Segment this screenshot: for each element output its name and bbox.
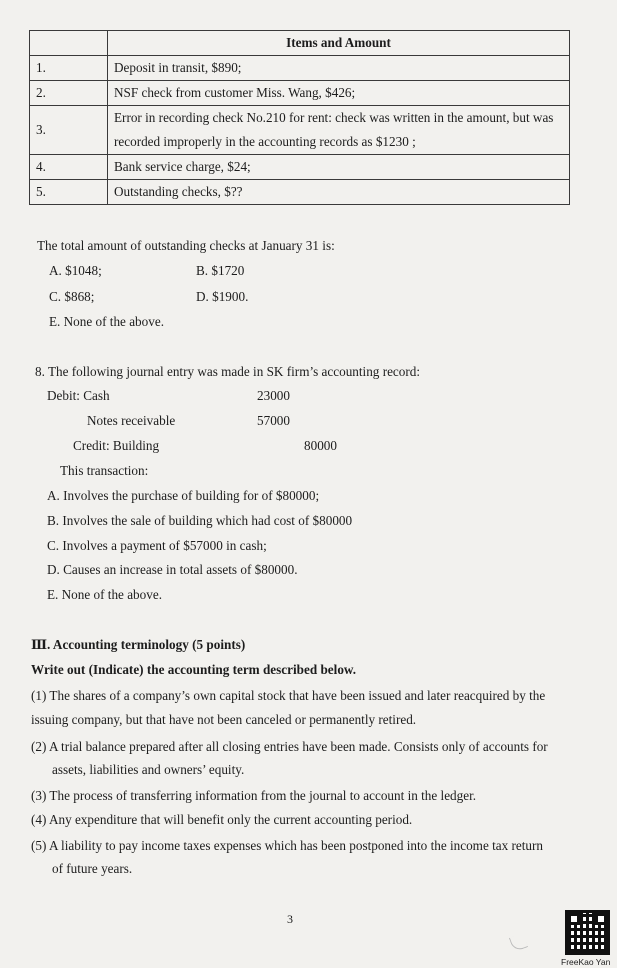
q8-option-b: B. Involves the sale of building which had cost of $80000 (47, 513, 353, 528)
q7-option-a: A. $1048; (49, 263, 102, 278)
table-header: Items and Amount (108, 31, 570, 56)
q8-option-c: C. Involves a payment of $57000 in cash; (47, 538, 267, 553)
table-row: 1. Deposit in transit, $890; (30, 56, 570, 81)
q7-option-b: B. $1720 (196, 263, 245, 278)
journal-notes-amount: 57000 (257, 413, 290, 428)
term-item-3: (3) The process of transferring information from the journal to account in the ledger. (31, 788, 477, 803)
q8-question: 8. The following journal entry was made in SK firm’s accounting record: (35, 364, 421, 379)
journal-credit-amount: 80000 (304, 438, 337, 453)
q8-option-e: E. None of the above. (47, 587, 162, 602)
table-row: 5. Outstanding checks, $?? (30, 180, 570, 205)
journal-debit-cash: Debit: Cash (47, 388, 110, 403)
table-row: 3. Error in recording check No.210 for rent: check was written in the amount, but was recorded improperly in the accounting records as $1230 ; (30, 106, 570, 155)
term-item-4: (4) Any expenditure that will benefit only the current accounting period. (31, 812, 413, 827)
section3-instruction: Write out (Indicate) the accounting term described below. (31, 662, 357, 677)
pencil-mark (509, 933, 528, 952)
row3-line1: Error in recording check No.210 for rent: check was written in the amount, but was (114, 110, 554, 125)
items-table (29, 30, 570, 205)
q7-option-d: D. $1900. (196, 289, 249, 304)
q7-option-c: C. $868; (49, 289, 95, 304)
term-item-2-cont: assets, liabilities and owners’ equity. (52, 762, 245, 777)
section3-title: Ⅲ. Accounting terminology (5 points) (31, 637, 246, 652)
q8-transaction: This transaction: (60, 463, 149, 478)
q8-option-a: A. Involves the purchase of building for of $80000; (47, 488, 320, 503)
term-item-5-cont: of future years. (52, 861, 133, 876)
q7-question: The total amount of outstanding checks at January 31 is: (37, 238, 335, 253)
table-header-blank (30, 31, 108, 56)
term-item-1-cont: issuing company, but that have not been canceled or permanently retired. (31, 712, 417, 727)
term-item-1: (1) The shares of a company’s own capital stock that have been issued and later reacquired by the (31, 688, 546, 703)
row3-line2: recorded improperly in the accounting records as $1230 ; (114, 134, 416, 149)
page-number: 3 (287, 912, 293, 926)
term-item-5: (5) A liability to pay income taxes expenses which has been postponed into the income tax return (31, 838, 543, 853)
q7-option-e: E. None of the above. (49, 314, 164, 329)
qr-code-icon (565, 910, 610, 955)
journal-debit-cash-amount: 23000 (257, 388, 290, 403)
table-row: 4. Bank service charge, $24; (30, 155, 570, 180)
journal-credit-building: Credit: Building (73, 438, 160, 453)
journal-notes-receivable: Notes receivable (87, 413, 176, 428)
table-row: 2. NSF check from customer Miss. Wang, $426; (30, 81, 570, 106)
term-item-2: (2) A trial balance prepared after all closing entries have been made. Consists only of accounts for (31, 739, 548, 754)
q8-option-d: D. Causes an increase in total assets of $80000. (47, 562, 298, 577)
watermark-label: FreeKao Yan (561, 957, 611, 967)
